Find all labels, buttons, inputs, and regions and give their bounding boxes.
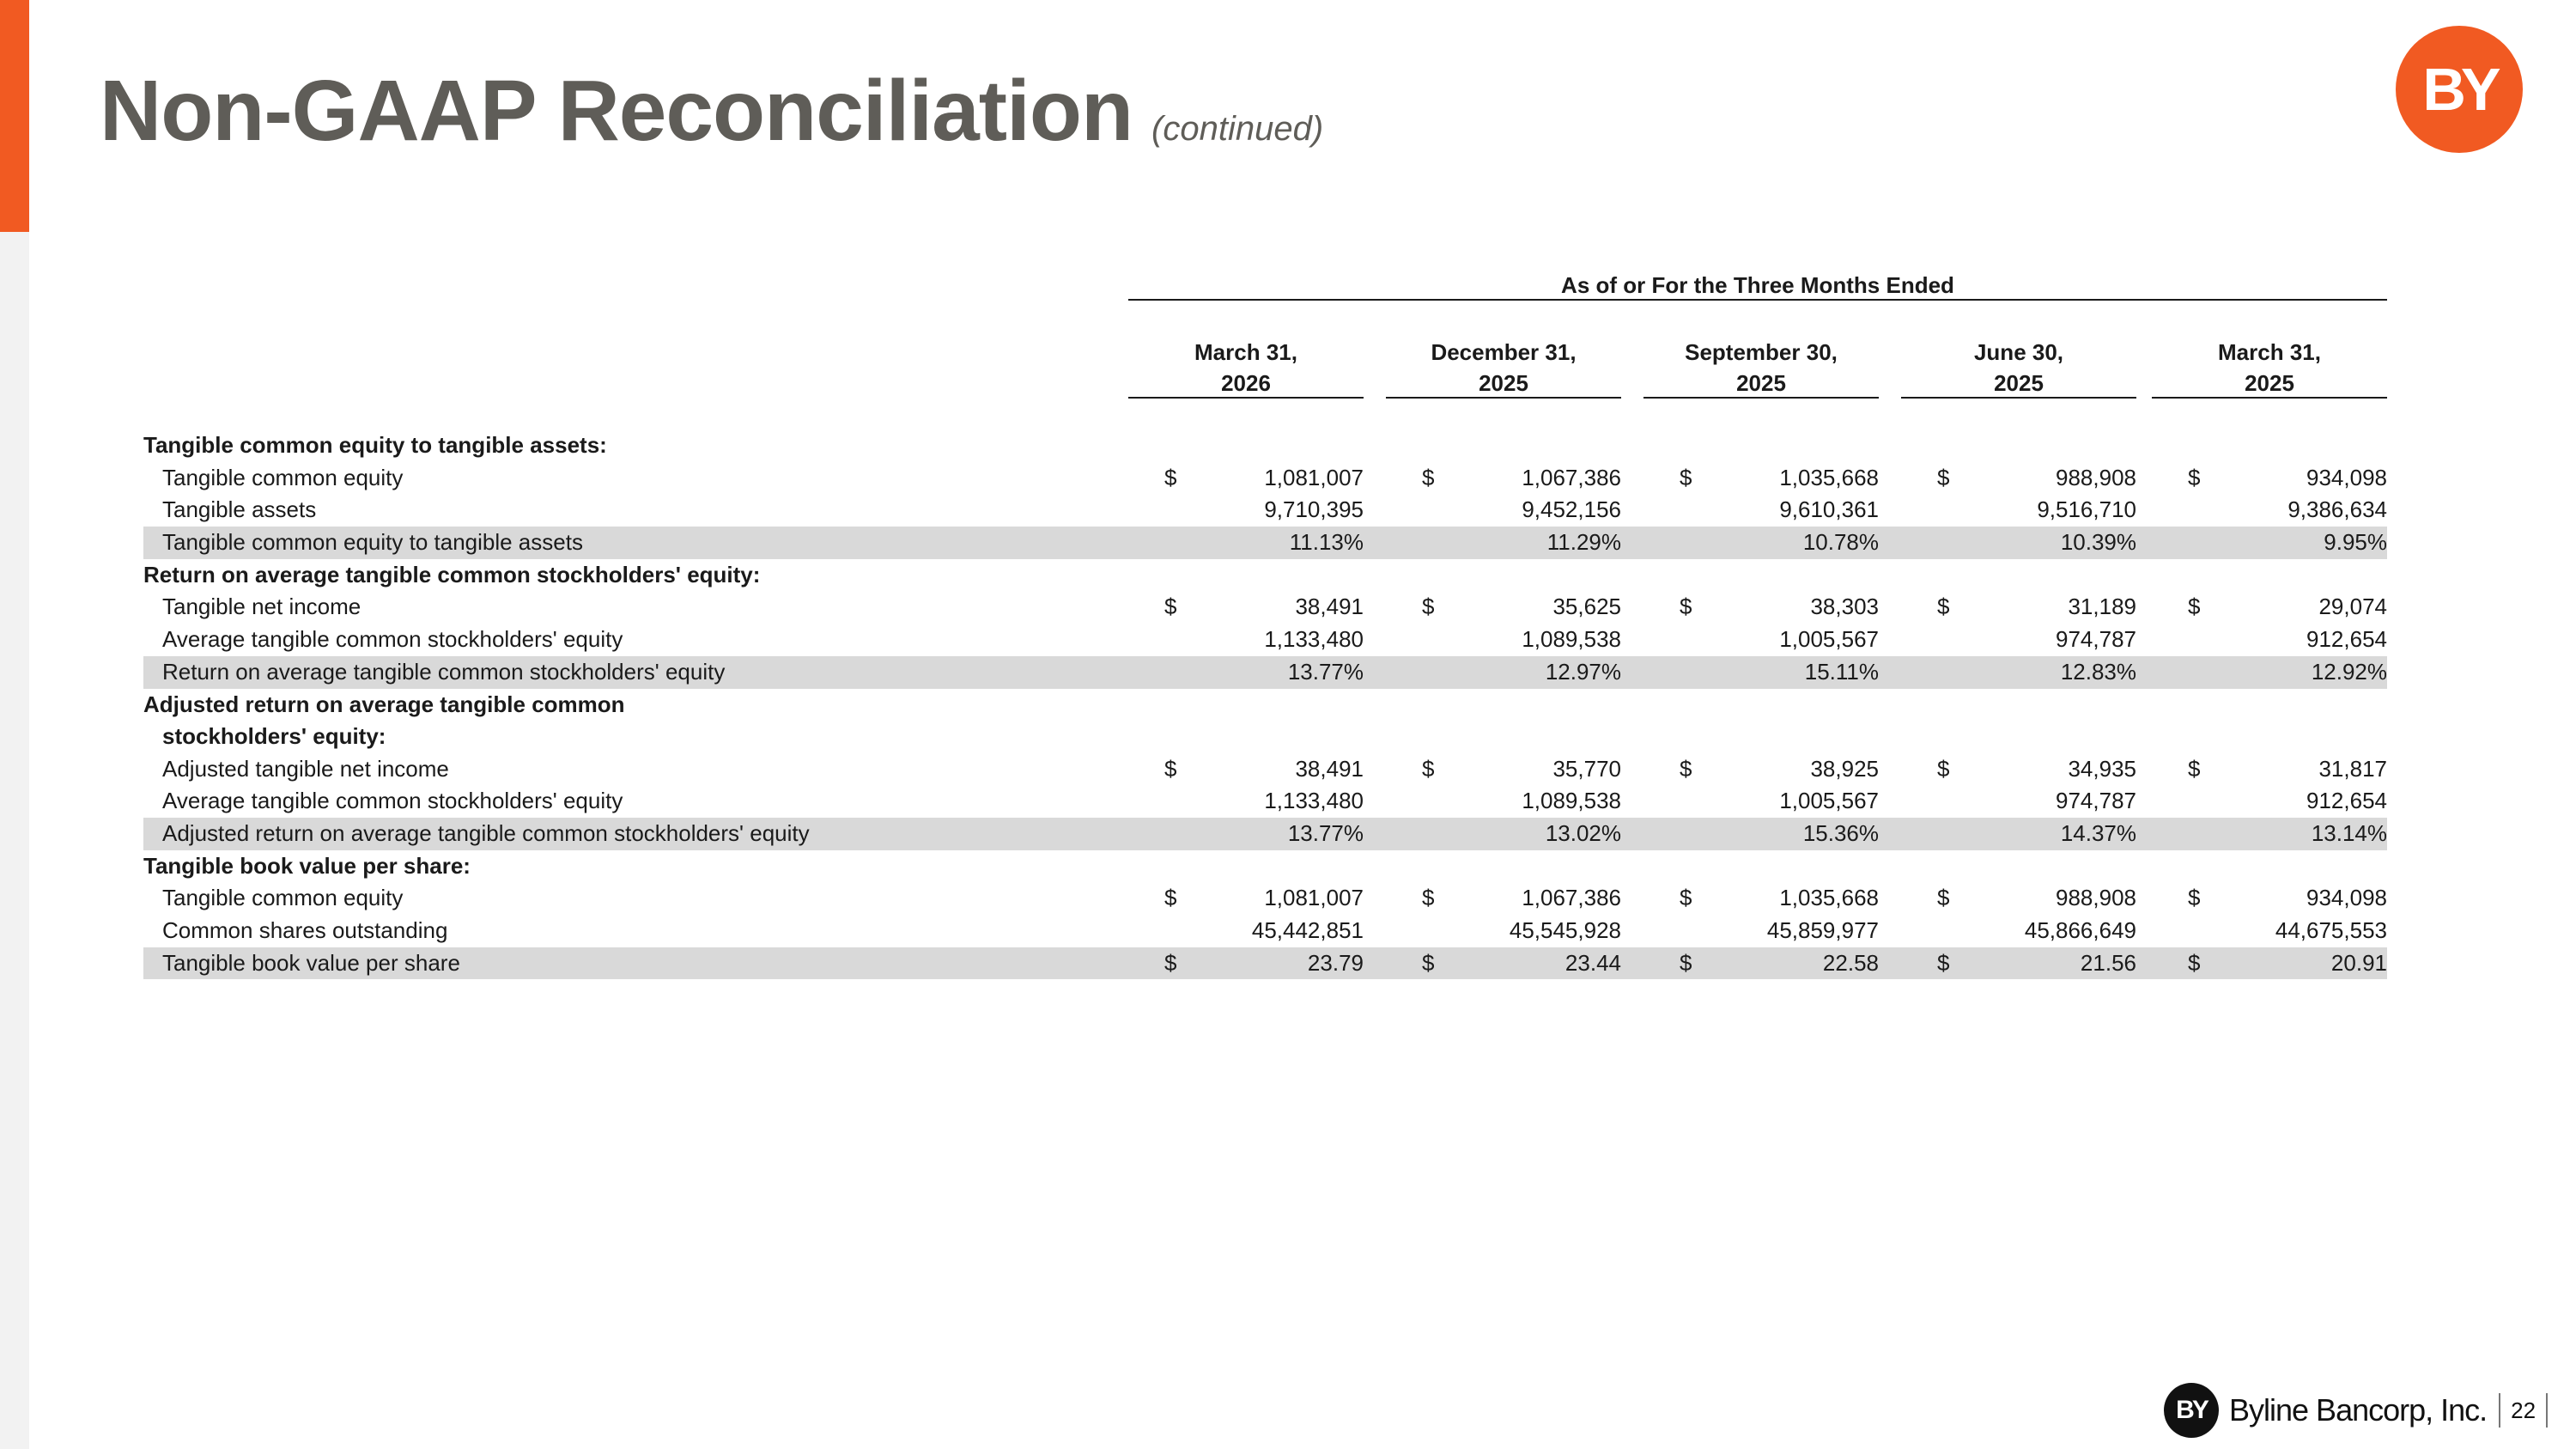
cell-value: 1,133,480: [1264, 788, 1364, 814]
column-header-month: March 31,: [2218, 339, 2321, 365]
currency-symbol: $: [1164, 885, 1177, 911]
currency-symbol: $: [1937, 464, 1950, 490]
row-label: [143, 689, 625, 752]
table-section-row: [143, 429, 2387, 462]
cell-value: 38,491: [1295, 594, 1364, 620]
table-cell: [1386, 591, 1621, 624]
cell-value: 10.39%: [2060, 529, 2136, 556]
table-section-row: [143, 850, 2387, 883]
cell-value: 38,491: [1295, 755, 1364, 782]
currency-symbol: $: [1164, 464, 1177, 490]
table-row: [143, 494, 2387, 527]
currency-symbol: $: [1422, 885, 1435, 911]
row-label-line: stockholders' equity:: [162, 722, 386, 749]
page-subtitle: (continued): [1151, 110, 1324, 148]
table-cell: [1643, 818, 1879, 850]
cell-value: 912,654: [2306, 626, 2387, 653]
cell-value: 13.02%: [1545, 819, 1621, 846]
table-cell: [1643, 591, 1879, 624]
row-label: Return on average tangible common stockholders' equity:: [143, 561, 761, 588]
column-header: [1901, 337, 2136, 399]
table-cell: [1386, 494, 1621, 527]
table-cell: [1386, 915, 1621, 947]
byline-logo-icon: BY: [2396, 26, 2523, 153]
cell-value: 29,074: [2318, 594, 2387, 620]
cell-value: 23.44: [1564, 949, 1621, 976]
table-cell: [1128, 494, 1364, 527]
table-cell: [1643, 494, 1879, 527]
table-cell: [1643, 882, 1879, 915]
cell-value: 13.77%: [1287, 658, 1364, 685]
cell-value: 1,067,386: [1522, 464, 1621, 490]
table-cell: [1128, 656, 1364, 689]
cell-value: 974,787: [2056, 626, 2136, 653]
table-cell: [1643, 527, 1879, 559]
table-cell: [1643, 915, 1879, 947]
table-cell: [1901, 624, 2136, 656]
row-label: Return on average tangible common stockholders' equity: [162, 658, 726, 685]
row-label: Average tangible common stockholders' equity: [162, 626, 623, 653]
currency-symbol: $: [1422, 949, 1435, 976]
currency-symbol: $: [1680, 594, 1692, 620]
table-row: [143, 915, 2387, 947]
cell-value: 988,908: [2056, 885, 2136, 911]
cell-value: 12.92%: [2311, 658, 2387, 685]
table-cell: [1643, 785, 1879, 818]
row-label: Tangible net income: [162, 594, 361, 620]
table-cell: [2152, 527, 2387, 559]
table-cell: [1386, 656, 1621, 689]
cell-value: 31,189: [2068, 594, 2136, 620]
row-label: Adjusted tangible net income: [162, 755, 449, 782]
page-title: Non-GAAP Reconciliation: [100, 63, 1133, 159]
title-block: [100, 62, 1323, 161]
cell-value: 934,098: [2306, 464, 2387, 490]
table-cell: [1386, 882, 1621, 915]
table-total-row: [143, 656, 2387, 689]
table-cell: [1386, 785, 1621, 818]
cell-value: 35,625: [1552, 594, 1621, 620]
table-row: [143, 591, 2387, 624]
column-header: [1128, 337, 1364, 399]
cell-value: 15.36%: [1802, 819, 1879, 846]
table-section-row: [143, 689, 2387, 753]
footer-logo-icon: BY: [2164, 1383, 2219, 1438]
cell-value: 23.79: [1307, 949, 1364, 976]
table-total-row: [143, 818, 2387, 850]
cell-value: 9,516,710: [2037, 496, 2136, 523]
currency-symbol: $: [2188, 949, 2201, 976]
table-cell: [1128, 753, 1364, 786]
row-label: Tangible common equity to tangible assets:: [143, 432, 607, 458]
currency-symbol: $: [1680, 464, 1692, 490]
currency-symbol: $: [1937, 755, 1950, 782]
column-header-year: 2025: [1479, 370, 1528, 396]
cell-value: 13.77%: [1287, 819, 1364, 846]
table-cell: [1128, 882, 1364, 915]
table-cell: [1128, 462, 1364, 495]
table-cell: [1643, 462, 1879, 495]
cell-value: 14.37%: [2060, 819, 2136, 846]
table-cell: [2152, 656, 2387, 689]
cell-value: 45,545,928: [1509, 916, 1621, 943]
table-cell: [2152, 882, 2387, 915]
currency-symbol: $: [1937, 594, 1950, 620]
table-cell: [1643, 624, 1879, 656]
table-cell: [1901, 656, 2136, 689]
currency-symbol: $: [2188, 755, 2201, 782]
cell-value: 13.14%: [2311, 819, 2387, 846]
row-label: Tangible common equity: [162, 464, 404, 490]
column-header-year: 2026: [1221, 370, 1271, 396]
reconciliation-table: [143, 429, 2387, 979]
currency-symbol: $: [2188, 464, 2201, 490]
cell-value: 988,908: [2056, 464, 2136, 490]
column-header: [1386, 337, 1621, 399]
page-number: 22: [2511, 1397, 2537, 1423]
table-cell: [1643, 656, 1879, 689]
table-cell: [1128, 527, 1364, 559]
left-accent-bar: [0, 0, 29, 232]
table-cell: [1901, 915, 2136, 947]
currency-symbol: $: [1164, 755, 1177, 782]
table-cell: [1643, 947, 1879, 980]
table-cell: [1901, 818, 2136, 850]
row-label: Tangible book value per share:: [143, 852, 471, 879]
row-label: Common shares outstanding: [162, 916, 448, 943]
column-header-month: June 30,: [1973, 339, 2064, 365]
column-header-year: 2025: [1994, 370, 2044, 396]
footer-divider: [2546, 1393, 2548, 1428]
table-total-row: [143, 527, 2387, 559]
table-cell: [1128, 915, 1364, 947]
cell-value: 1,035,668: [1779, 464, 1879, 490]
table-cell: [2152, 494, 2387, 527]
table-cell: [1901, 462, 2136, 495]
cell-value: 9.95%: [2324, 529, 2387, 556]
table-cell: [1386, 462, 1621, 495]
row-label: Tangible assets: [162, 496, 317, 523]
cell-value: 912,654: [2306, 788, 2387, 814]
period-header: As of or For the Three Months Ended: [1128, 266, 2387, 301]
row-label: Tangible book value per share: [162, 949, 460, 976]
cell-value: 38,303: [1810, 594, 1879, 620]
table-cell: [1901, 882, 2136, 915]
footer-brand: [2164, 1383, 2548, 1438]
table-cell: [1901, 591, 2136, 624]
column-header-year: 2025: [1736, 370, 1786, 396]
currency-symbol: $: [1680, 755, 1692, 782]
cell-value: 15.11%: [1804, 658, 1879, 685]
cell-value: 10.78%: [1802, 529, 1879, 556]
table-cell: [2152, 462, 2387, 495]
cell-value: 974,787: [2056, 788, 2136, 814]
cell-value: 21.56: [2080, 949, 2136, 976]
table-cell: [1128, 624, 1364, 656]
table-cell: [1386, 624, 1621, 656]
cell-value: 1,081,007: [1264, 464, 1364, 490]
cell-value: 1,089,538: [1522, 626, 1621, 653]
cell-value: 11.29%: [1546, 529, 1621, 556]
row-label: Average tangible common stockholders' equity: [162, 788, 623, 814]
cell-value: 1,035,668: [1779, 885, 1879, 911]
table-cell: [1386, 527, 1621, 559]
table-cell: [1901, 753, 2136, 786]
cell-value: 11.13%: [1289, 529, 1364, 556]
column-header-year: 2025: [2245, 370, 2294, 396]
table-row: [143, 462, 2387, 495]
table-cell: [1386, 753, 1621, 786]
table-cell: [2152, 818, 2387, 850]
cell-value: 45,442,851: [1251, 916, 1364, 943]
table-cell: [2152, 753, 2387, 786]
cell-value: 1,081,007: [1264, 885, 1364, 911]
currency-symbol: $: [1422, 594, 1435, 620]
row-label: Adjusted return on average tangible common stockholders' equity: [162, 819, 810, 846]
cell-value: 45,866,649: [2024, 916, 2136, 943]
cell-value: 1,133,480: [1264, 626, 1364, 653]
table-cell: [1128, 947, 1364, 980]
table-cell: [1386, 947, 1621, 980]
cell-value: 9,610,361: [1779, 496, 1879, 523]
table-cell: [2152, 591, 2387, 624]
row-label: Tangible common equity to tangible assets: [162, 529, 583, 556]
column-header-month: March 31,: [1194, 339, 1297, 365]
table-row: [143, 785, 2387, 818]
table-row: [143, 753, 2387, 786]
table-cell: [2152, 624, 2387, 656]
cell-value: 31,817: [2318, 755, 2387, 782]
footer-divider: [2499, 1393, 2500, 1428]
row-label: Tangible common equity: [162, 885, 404, 911]
table-row: [143, 882, 2387, 915]
column-header: [1643, 337, 1879, 399]
cell-value: 45,859,977: [1766, 916, 1879, 943]
table-cell: [1901, 494, 2136, 527]
currency-symbol: $: [1937, 885, 1950, 911]
row-label-line: Adjusted return on average tangible common: [143, 691, 625, 717]
column-header-month: December 31,: [1431, 339, 1577, 365]
currency-symbol: $: [1422, 464, 1435, 490]
table-cell: [2152, 947, 2387, 980]
cell-value: 22.58: [1822, 949, 1879, 976]
cell-value: 9,386,634: [2287, 496, 2387, 523]
table-cell: [1901, 527, 2136, 559]
table-cell: [1128, 591, 1364, 624]
table-row: [143, 624, 2387, 656]
table-cell: [1901, 947, 2136, 980]
table-cell: [2152, 785, 2387, 818]
cell-value: 9,710,395: [1264, 496, 1364, 523]
cell-value: 38,925: [1810, 755, 1879, 782]
cell-value: 9,452,156: [1522, 496, 1621, 523]
cell-value: 35,770: [1552, 755, 1621, 782]
currency-symbol: $: [2188, 594, 2201, 620]
column-header-month: September 30,: [1685, 339, 1838, 365]
currency-symbol: $: [1680, 885, 1692, 911]
currency-symbol: $: [2188, 885, 2201, 911]
table-cell: [1128, 818, 1364, 850]
table-cell: [1128, 785, 1364, 818]
table-cell: [1901, 785, 2136, 818]
cell-value: 20.91: [2330, 949, 2387, 976]
cell-value: 1,005,567: [1779, 788, 1879, 814]
currency-symbol: $: [1164, 594, 1177, 620]
cell-value: 934,098: [2306, 885, 2387, 911]
cell-value: 44,675,553: [2275, 916, 2387, 943]
cell-value: 1,005,567: [1779, 626, 1879, 653]
table-section-row: [143, 559, 2387, 592]
cell-value: 1,089,538: [1522, 788, 1621, 814]
table-cell: [1643, 753, 1879, 786]
currency-symbol: $: [1164, 949, 1177, 976]
cell-value: 34,935: [2068, 755, 2136, 782]
cell-value: 12.83%: [2060, 658, 2136, 685]
currency-symbol: $: [1937, 949, 1950, 976]
footer-company-name: Byline Bancorp, Inc.: [2229, 1392, 2488, 1428]
column-header: [2152, 337, 2387, 399]
currency-symbol: $: [1680, 949, 1692, 976]
currency-symbol: $: [1422, 755, 1435, 782]
cell-value: 12.97%: [1545, 658, 1621, 685]
table-cell: [1386, 818, 1621, 850]
table-cell: [2152, 915, 2387, 947]
cell-value: 1,067,386: [1522, 885, 1621, 911]
table-total-row: [143, 947, 2387, 980]
